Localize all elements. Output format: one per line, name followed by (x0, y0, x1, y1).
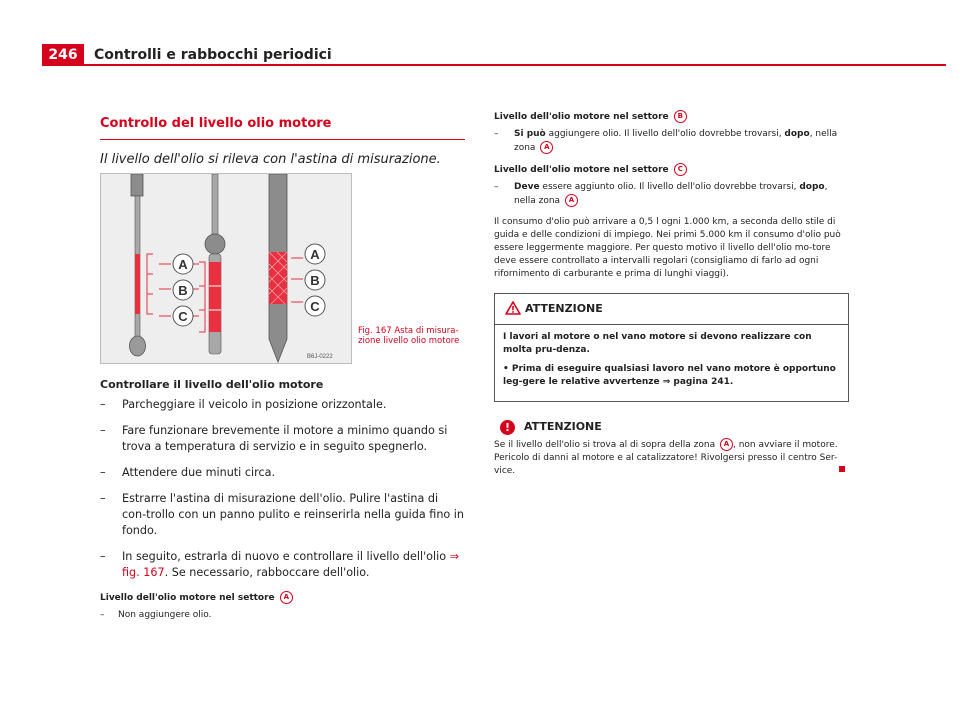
step-1: – Parcheggiare il veicolo in posizione orizzontale. (100, 397, 465, 413)
marker-b: B (674, 110, 687, 123)
sector-b-bold2: dopo (784, 129, 810, 139)
step-5 (100, 549, 465, 581)
warning-p2: • Prima di eseguire qualsiasi lavoro nel vano motore è opportuno leg-gere le relative avvertenze ⇒ pagina 241. (503, 364, 836, 387)
page-number: 246 (42, 44, 84, 66)
sector-a-list (100, 609, 465, 622)
sector-c-list (494, 181, 849, 208)
label-b-left: B (178, 283, 188, 298)
sector-b-bold: Si può (514, 129, 546, 139)
figure-code: B6J-0222 (307, 354, 333, 360)
warning-triangle-icon (505, 301, 521, 315)
sector-b-heading (494, 110, 849, 123)
step-3: – Attendere due minuti circa. (100, 465, 465, 481)
sector-c-item (494, 181, 849, 208)
procedure-steps (100, 397, 465, 581)
exclamation-icon: ! (500, 420, 515, 435)
fig-167-link[interactable]: ⇒ fig. 167 (122, 550, 459, 579)
left-column (100, 116, 465, 620)
label-c-right: C (310, 299, 320, 314)
header-rule (84, 64, 946, 66)
attention-pre: Se il livello dell'olio si trova al di sopra della zona (494, 440, 718, 450)
sector-b-text: aggiungere olio. Il livello dell'olio dovrebbe trovarsi, (545, 129, 785, 139)
sector-c-bold: Deve (514, 182, 540, 192)
attention-post: , non avviare il motore. Pericolo di danni al motore e al catalizzatore! Rivolgersi presso il centro Ser-vice. (494, 440, 838, 476)
warning-title: ATTENZIONE (525, 302, 603, 315)
marker-c: C (674, 163, 687, 176)
sector-c-text: essere aggiunto olio. Il livello dell'olio dovrebbe trovarsi, (539, 182, 800, 192)
procedure (100, 378, 465, 628)
warning-box (494, 293, 849, 402)
sector-b-text2: , nella zona (514, 129, 838, 153)
marker-a: A (540, 141, 553, 154)
sector-c-text2: , nella zona (514, 182, 828, 206)
dipstick-drawing (101, 174, 351, 363)
sector-a-heading (100, 591, 465, 604)
chapter-title: Controlli e rabbocchi periodici (94, 47, 332, 63)
marker-a: A (720, 438, 733, 451)
sector-a-item: – Non aggiungere olio. (100, 609, 465, 622)
procedure-title: Controllare il livello dell'olio motore (100, 378, 324, 391)
right-column (494, 110, 849, 478)
section-subtitle: Il livello dell'olio si rileva con l'astina di misurazione. (100, 152, 441, 167)
label-a-left: A (178, 257, 188, 272)
consumption-paragraph: Il consumo d'olio può arrivare a 0,5 l ogni 1.000 km, a seconda dello stile di guida e delle condizioni di impiego. Nei primi 5.000 km il consumo d'olio può essere leggermente maggiore. Per questo motivo il livello dell'olio mo-tore deve essere controllato a intervalli regolari (consigliamo di farlo ad ogni rifornimento di carburante e prima di lunghi viaggi). (494, 217, 841, 279)
attention-note (494, 418, 849, 478)
label-b-right: B (310, 273, 320, 288)
zone-labels (173, 244, 325, 326)
dipstick-middle (205, 174, 225, 354)
figure-caption: Fig. 167 Asta di misura-zione livello olio motore (358, 326, 460, 346)
label-a-right: A (310, 247, 320, 262)
warning-header (495, 294, 848, 325)
page-header (42, 44, 946, 66)
dipstick-right (269, 174, 287, 362)
step-4: – Estrarre l'astina di misurazione dell'olio. Pulire l'astina di con-trollo con un panno pulito e reinserirla nella guida fino in fondo. (100, 491, 465, 539)
attention-title: ATTENZIONE (524, 420, 602, 433)
marker-a: A (565, 194, 578, 207)
sector-a-heading-text: Livello dell'olio motore nel settore (100, 593, 275, 603)
sector-c-bold2: dopo (799, 182, 825, 192)
sector-b-list (494, 128, 849, 155)
dipstick-illustration (100, 173, 352, 364)
warning-body (495, 325, 848, 401)
end-marker (839, 466, 845, 472)
sector-b-heading-text: Livello dell'olio motore nel settore (494, 112, 669, 122)
label-c-left: C (178, 309, 188, 324)
attention-text (494, 438, 849, 478)
step-5-tail: . Se necessario, rabboccare dell'olio. (164, 566, 370, 579)
figure-167 (100, 173, 465, 363)
section-title: Controllo del livello olio motore (100, 116, 465, 140)
dipstick-left (130, 174, 146, 356)
sector-b-item (494, 128, 849, 155)
warning-p1: I lavori al motore o nel vano motore si devono realizzare con molta pru-denza. (503, 332, 812, 355)
step-2: – Fare funzionare brevemente il motore a minimo quando si trova a temperatura di servizio e in seguito spegnerlo. (100, 423, 465, 455)
marker-a: A (280, 591, 293, 604)
step-5-text: In seguito, estrarla di nuovo e controllare il livello dell'olio (122, 550, 450, 563)
sector-c-heading (494, 163, 849, 176)
sector-c-heading-text: Livello dell'olio motore nel settore (494, 165, 669, 175)
